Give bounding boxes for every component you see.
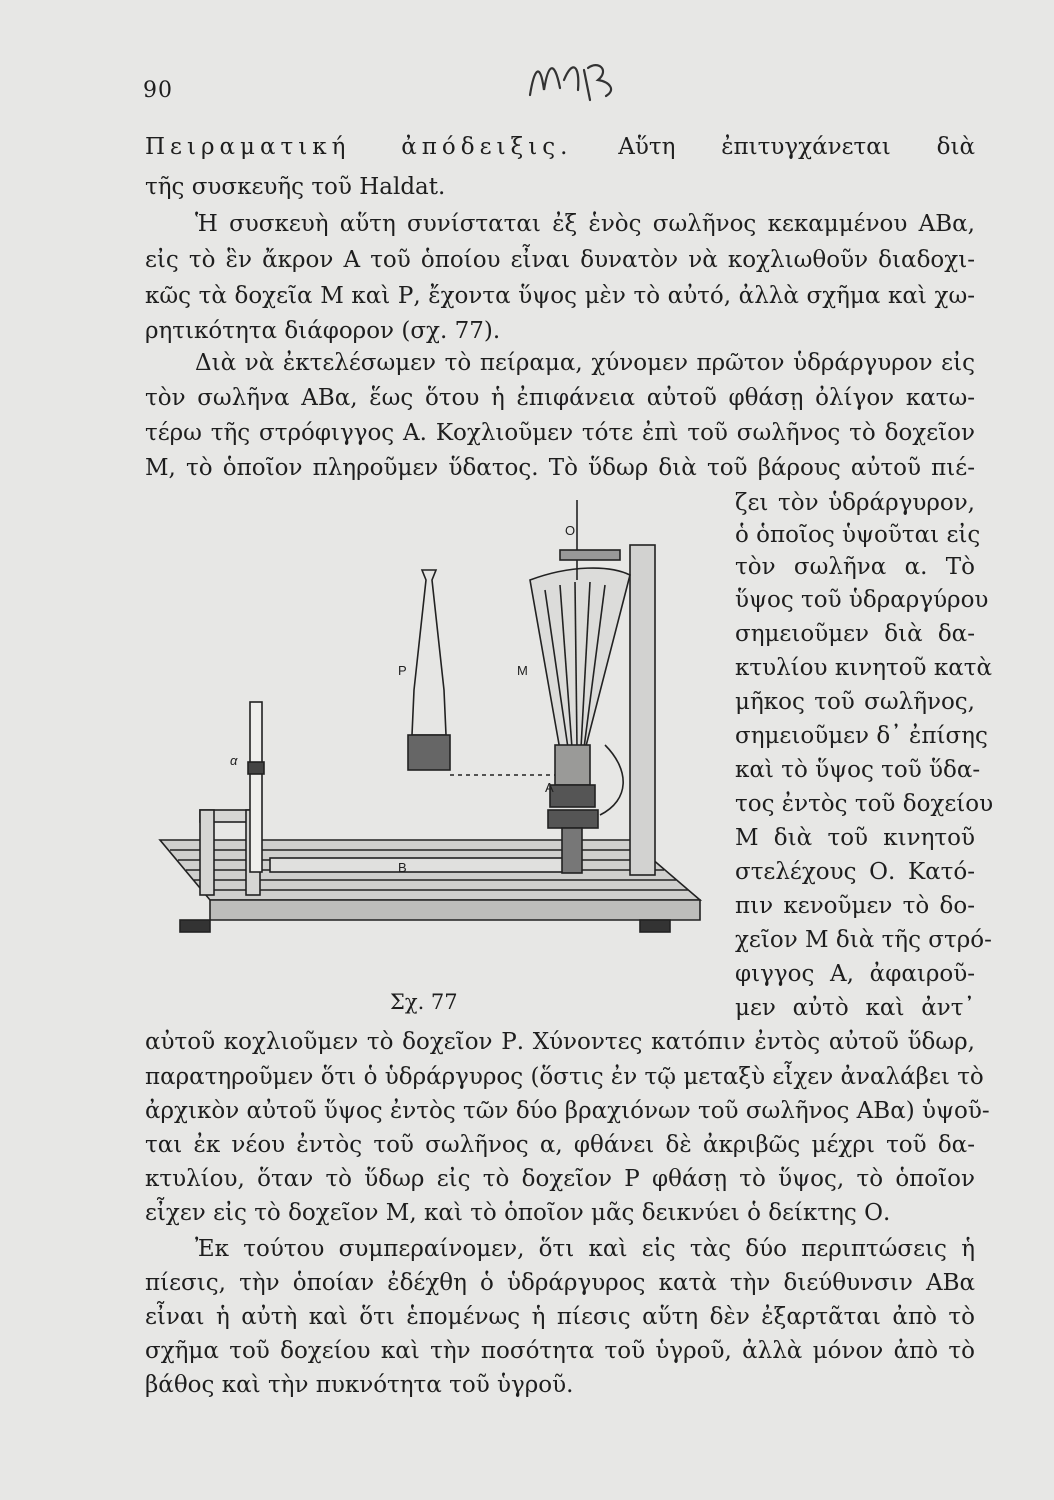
side-text-line: τὸν σωλῆνα α. Τὸ [735, 554, 975, 580]
label-m: Μ [517, 663, 528, 678]
text-line: ἀρχικὸν αὐτοῦ ὕψος ἐντὸς τῶν δύο βραχιόνων τοῦ σωλῆνος ΑΒα) ὑψοῦ- [145, 1098, 990, 1124]
text-line: αὐτοῦ κοχλιοῦμεν τὸ δοχεῖον Ρ. Χύνοντες κατόπιν ἐντὸς αὐτοῦ ὕδωρ, [145, 1029, 975, 1055]
side-text-line: καὶ τὸ ὕψος τοῦ ὕδα- [735, 757, 981, 783]
text-line: κτυλίου, ὅταν τὸ ὕδωρ εἰς τὸ δοχεῖον Ρ φθάσῃ τὸ ὕψος, τὸ ὁποῖον [145, 1166, 975, 1192]
label-p: Ρ [398, 663, 407, 678]
text-line: βάθος καὶ τὴν πυκνότητα τοῦ ὑγροῦ. [145, 1372, 574, 1398]
side-text-line: μεν αὐτὸ καὶ ἀντ᾽ [735, 995, 975, 1021]
page-number: 90 [143, 78, 173, 103]
text-line: τέρω τῆς στρόφιγγος Α. Κοχλιοῦμεν τότε ἐπὶ τοῦ σωλῆνος τὸ δοχεῖον [145, 420, 975, 446]
side-text-line: σημειοῦμεν διὰ δα- [735, 621, 975, 647]
side-text-line: ὕψος τοῦ ὑδραργύρου [735, 587, 989, 613]
text-line: εἰς τὸ ἓν ἄκρον Α τοῦ ὁποίου εἶναι δυνατὸν νὰ κοχλιωθοῦν διαδοχι- [145, 247, 975, 273]
text-line: ρητικότητα διάφορον (σχ. 77). [145, 318, 501, 344]
side-text-line: στελέχους Ο. Κατό- [735, 859, 975, 885]
text-line: εἶχεν εἰς τὸ δοχεῖον Μ, καὶ τὸ ὁποῖον μᾶς δεικνύει ὁ δείκτης Ο. [145, 1200, 891, 1226]
text-line: σχῆμα τοῦ δοχείου καὶ τὴν ποσότητα τοῦ ὑγροῦ, ἀλλὰ μόνον ἀπὸ τὸ [145, 1338, 975, 1364]
side-text-line: ζει τὸν ὑδράργυρον, [735, 490, 975, 516]
text-line: Διὰ νὰ ἐκτελέσωμεν τὸ πείραμα, χύνομεν πρῶτον ὑδράργυρον εἰς [195, 350, 975, 376]
text-line: Αὕτη ἐπιτυγχάνεται διὰ [618, 134, 976, 160]
text-line: κῶς τὰ δοχεῖα Μ καὶ Ρ, ἔχοντα ὕψος μὲν τὸ αὐτό, ἀλλὰ σχῆμα καὶ χω- [145, 283, 975, 309]
heading-line [145, 130, 975, 164]
text-line: Ἡ συσκευὴ αὕτη συνίσταται ἐξ ἑνὸς σωλῆνος κεκαμμένου ΑΒα, [195, 211, 975, 237]
label-a-small: α [230, 753, 238, 768]
haldat-apparatus-figure [150, 480, 720, 980]
label-a-cap: Α [545, 780, 554, 795]
text-line: εἶναι ἡ αὐτὴ καὶ ὅτι ἑπομένως ἡ πίεσις αὕτη δὲν ἐξαρτᾶται ἀπὸ τὸ [145, 1304, 975, 1330]
side-text-line: χεῖον Μ διὰ τῆς στρό- [735, 927, 992, 953]
side-text-line: κτυλίου κινητοῦ κατὰ [735, 655, 992, 681]
side-text-line: μῆκος τοῦ σωλῆνος, [735, 689, 975, 715]
text-line: Μ, τὸ ὁποῖον πληροῦμεν ὕδατος. Τὸ ὕδωρ διὰ τοῦ βάρους αὐτοῦ πιέ- [145, 455, 975, 481]
text-line: ται ἐκ νέου ἐντὸς τοῦ σωλῆνος α, φθάνει δὲ ἀκριβῶς μέχρι τοῦ δα- [145, 1132, 975, 1158]
side-text-line: σημειοῦμεν δ᾽ ἐπίσης [735, 723, 988, 749]
section-heading: Πειραματική ἀπόδειξις. [145, 134, 573, 160]
handwritten-mark-icon [520, 40, 640, 110]
side-text-line: Μ διὰ τοῦ κινητοῦ [735, 825, 975, 851]
side-text-line: φιγγος Α, ἀφαιροῦ- [735, 961, 975, 987]
text-line: παρατηροῦμεν ὅτι ὁ ὑδράργυρος (ὅστις ἐν τῷ μεταξὺ εἶχεν ἀναλάβει τὸ [145, 1064, 984, 1090]
text-line: Ἐκ τούτου συμπεραίνομεν, ὅτι καὶ εἰς τὰς δύο περιπτώσεις ἡ [195, 1236, 975, 1262]
label-o: Ο [565, 523, 576, 538]
side-text-line: ὁ ὁποῖος ὑψοῦται εἰς [735, 522, 981, 548]
side-text-line: πιν κενοῦμεν τὸ δο- [735, 893, 975, 919]
side-text-line: τος ἐντὸς τοῦ δοχείου [735, 791, 994, 817]
figure-caption: Σχ. 77 [390, 990, 458, 1014]
text-line: τῆς συσκευῆς τοῦ Haldat. [145, 174, 446, 200]
text-line: τὸν σωλῆνα ΑΒα, ἕως ὅτου ἡ ἐπιφάνεια αὐτοῦ φθάσῃ ὀλίγον κατω- [145, 385, 975, 411]
label-b: Β [398, 860, 407, 875]
text-line: πίεσις, τὴν ὁποίαν ἐδέχθη ὁ ὑδράργυρος κατὰ τὴν διεύθυνσιν ΑΒα [145, 1270, 975, 1296]
